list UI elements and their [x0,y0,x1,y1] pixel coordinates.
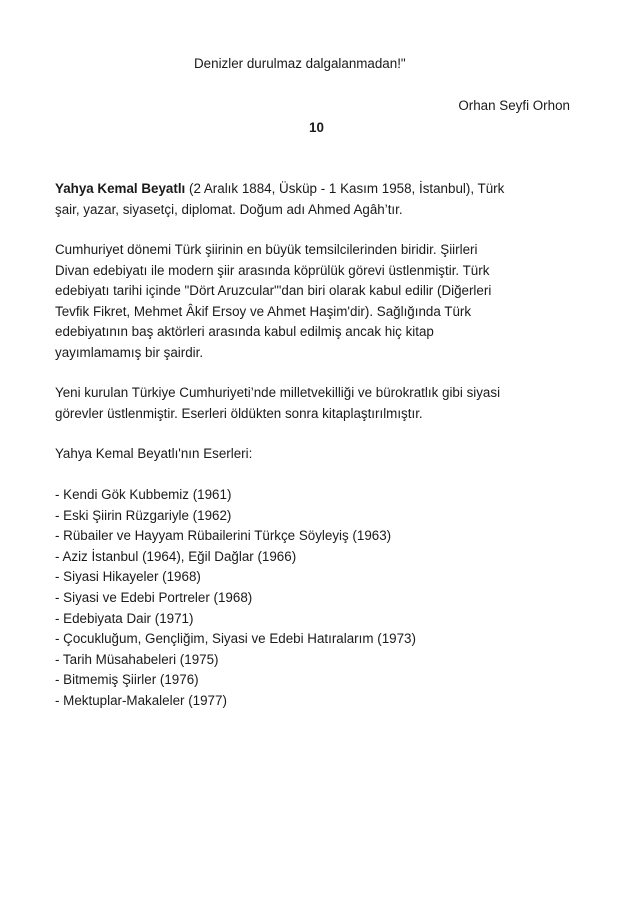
paragraph-line: edebiyatının baş aktörleri arasında kabul edilmiş ancak hiç kitap [55,324,434,340]
subject-name: Yahya Kemal Beyatlı [55,181,186,196]
list-item: - Mektuplar-Makaleler (1977) [55,692,227,708]
paragraph-line: Tevfik Fikret, Mehmet Âkif Ersoy ve Ahmet Haşim'dir). Sağlığında Türk [55,303,472,319]
list-item: - Edebiyata Dair (1971) [55,610,194,626]
paragraph-line: yayımlamamış bir şairdir. [55,344,204,360]
list-item: - Siyasi Hikayeler (1968) [55,569,201,585]
list-item: - Siyasi ve Edebi Portreler (1968) [55,589,253,605]
biography-paragraph [55,240,585,364]
paragraph-line: Cumhuriyet dönemi Türk şiirinin en büyük temsilcilerinden biridir. Şiirleri [55,242,478,257]
works-list [55,485,585,712]
works-title: Yahya Kemal Beyatlı'nın Eserleri: [55,446,253,461]
list-item: - Eski Şiirin Rüzgariyle (1962) [55,507,232,523]
page-number: 10 [309,120,324,135]
intro-dates: (2 Aralık 1884, Üsküp - 1 Kasım 1958, İstanbul), Türk [185,181,505,196]
list-item: - Aziz İstanbul (1964), Eğil Dağlar (1966) [55,548,297,564]
list-item: - Kendi Gök Kubbemiz (1961) [55,487,232,502]
paragraph-line: Divan edebiyatı ile modern şiir arasında köprülük görevi üstlenmiştir. Türk [55,262,490,278]
intro-line [55,179,585,200]
intro-line: şair, yazar, siyasetçi, diplomat. Doğum adı Ahmed Agâh’tır. [55,201,403,217]
intro-paragraph [55,179,585,220]
works-heading [55,444,585,465]
list-item: - Tarih Müsahabeleri (1975) [55,651,219,667]
paragraph-line: Yeni kurulan Türkiye Cumhuriyeti’nde milletvekilliği ve bürokratlık gibi siyasi [55,385,501,400]
quote-author: Orhan Seyfi Orhon [458,98,570,113]
poem-quote-line: Denizler durulmaz dalgalanmadan!" [194,56,406,71]
paragraph-line: edebiyatı tarihi içinde "Dört Aruzcular"'dan biri olarak kabul edilir (Diğerleri [55,283,492,299]
list-item: - Bitmemiş Şiirler (1976) [55,672,199,688]
list-item: - Çocukluğum, Gençliğim, Siyasi ve Edebi Hatıralarım (1973) [55,631,416,647]
list-item: - Rübailer ve Hayyam Rübailerini Türkçe Söyleyiş (1963) [55,528,392,544]
political-career-paragraph [55,383,585,424]
paragraph-line: görevler üstlenmiştir. Eserleri öldükten sonra kitaplaştırılmıştır. [55,405,423,421]
